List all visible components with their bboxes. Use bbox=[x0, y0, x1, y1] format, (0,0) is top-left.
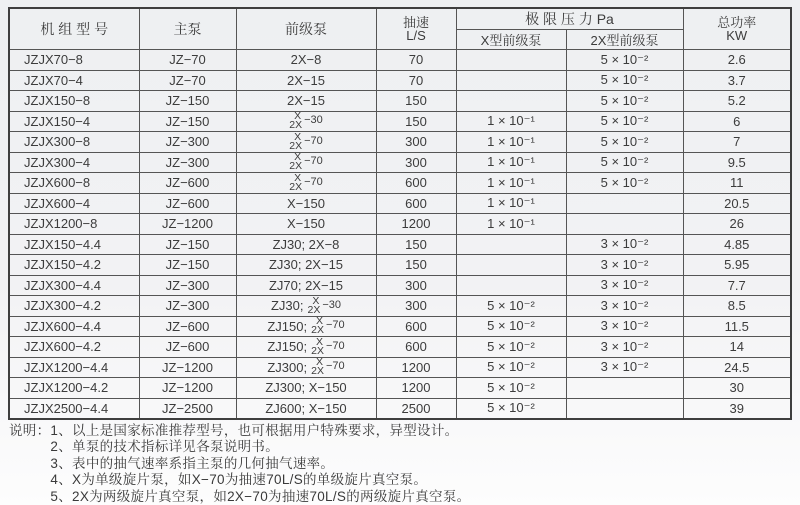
fore-pump-suffix: −30 bbox=[322, 298, 342, 311]
cell-pressure-x: 1 × 10⁻¹ bbox=[456, 214, 566, 235]
fore-pump-suffix: −70 bbox=[325, 360, 345, 373]
cell-pressure-2x: 5 × 10⁻² bbox=[566, 111, 683, 132]
cell-pressure-x: 5 × 10⁻² bbox=[456, 378, 566, 399]
cell-power: 6 bbox=[683, 111, 791, 132]
cell-pressure-2x bbox=[566, 214, 683, 235]
cell-power: 24.5 bbox=[683, 357, 791, 378]
cell-fore-pump bbox=[236, 357, 376, 378]
fore-pump-stack-bottom: 2X bbox=[289, 160, 303, 173]
note-line: 4、X为单级旋片泵，如X−70为抽速70L/S的单级旋片真空泵。 bbox=[50, 472, 428, 488]
cell-speed: 300 bbox=[376, 152, 456, 173]
pump-spec-table bbox=[8, 7, 792, 420]
cell-fore-pump: ZJ70; 2X−15 bbox=[236, 275, 376, 296]
fore-pump-stack-bottom: 2X bbox=[311, 324, 324, 337]
fore-pump-stack-bottom: 2X bbox=[311, 344, 324, 357]
cell-speed: 300 bbox=[376, 296, 456, 317]
fore-pump-stack bbox=[311, 358, 324, 376]
cell-model: JZJX1200−4.2 bbox=[9, 378, 139, 399]
table-row bbox=[9, 234, 791, 255]
cell-pressure-x: 1 × 10⁻¹ bbox=[456, 173, 566, 194]
cell-pressure-2x: 5 × 10⁻² bbox=[566, 152, 683, 173]
cell-power: 11.5 bbox=[683, 316, 791, 337]
header-speed-line2: L/S bbox=[406, 28, 426, 43]
fore-pump-alternative bbox=[267, 358, 344, 376]
cell-main-pump: JZ−150 bbox=[139, 255, 236, 276]
cell-model: JZJX2500−4.4 bbox=[9, 398, 139, 419]
cell-pressure-2x bbox=[566, 378, 683, 399]
cell-model: JZJX600−4.2 bbox=[9, 337, 139, 358]
fore-pump-suffix: −70 bbox=[325, 339, 345, 352]
cell-fore-pump bbox=[236, 152, 376, 173]
cell-main-pump: JZ−600 bbox=[139, 173, 236, 194]
fore-pump-stack-top: X bbox=[316, 316, 324, 328]
table-row bbox=[9, 152, 791, 173]
fore-pump-stack-top: X bbox=[316, 336, 324, 348]
cell-main-pump: JZ−600 bbox=[139, 337, 236, 358]
fore-pump-alternative bbox=[289, 133, 323, 151]
fore-pump-alternative bbox=[289, 112, 323, 130]
header-row-1 bbox=[9, 8, 791, 30]
cell-pressure-x bbox=[456, 50, 566, 71]
cell-fore-pump bbox=[236, 173, 376, 194]
table-row bbox=[9, 132, 791, 153]
header-pressure-2x-type: 2X型前级泵 bbox=[566, 30, 683, 50]
cell-pressure-x bbox=[456, 255, 566, 276]
cell-speed: 150 bbox=[376, 234, 456, 255]
cell-model: JZJX300−4.4 bbox=[9, 275, 139, 296]
cell-pressure-2x: 3 × 10⁻² bbox=[566, 296, 683, 317]
header-speed-line1: 抽速 bbox=[402, 15, 429, 30]
fore-pump-stack-top: X bbox=[316, 357, 324, 369]
cell-fore-pump bbox=[236, 296, 376, 317]
cell-main-pump: JZ−600 bbox=[139, 193, 236, 214]
header-speed bbox=[376, 8, 456, 50]
cell-pressure-x bbox=[456, 70, 566, 91]
fore-pump-stack-bottom: 2X bbox=[311, 365, 324, 378]
fore-pump-stack-top: X bbox=[294, 111, 302, 123]
cell-model: JZJX300−8 bbox=[9, 132, 139, 153]
cell-power: 11 bbox=[683, 173, 791, 194]
cell-pressure-x: 5 × 10⁻² bbox=[456, 398, 566, 419]
cell-main-pump: JZ−1200 bbox=[139, 378, 236, 399]
cell-pressure-2x: 3 × 10⁻² bbox=[566, 275, 683, 296]
cell-power: 4.85 bbox=[683, 234, 791, 255]
cell-model: JZJX150−4.2 bbox=[9, 255, 139, 276]
fore-pump-suffix: −70 bbox=[304, 175, 323, 188]
table-row bbox=[9, 378, 791, 399]
cell-power: 14 bbox=[683, 337, 791, 358]
table-row bbox=[9, 214, 791, 235]
fore-pump-stack-top: X bbox=[294, 152, 302, 164]
cell-fore-pump: ZJ30; 2X−8 bbox=[236, 234, 376, 255]
cell-pressure-2x: 5 × 10⁻² bbox=[566, 132, 683, 153]
cell-pressure-x: 5 × 10⁻² bbox=[456, 337, 566, 358]
table-row bbox=[9, 173, 791, 194]
cell-model: JZJX1200−8 bbox=[9, 214, 139, 235]
cell-speed: 600 bbox=[376, 316, 456, 337]
cell-power: 20.5 bbox=[683, 193, 791, 214]
cell-model: JZJX70−8 bbox=[9, 50, 139, 71]
cell-pressure-2x: 5 × 10⁻² bbox=[566, 70, 683, 91]
cell-model: JZJX600−4.4 bbox=[9, 316, 139, 337]
cell-main-pump: JZ−1200 bbox=[139, 357, 236, 378]
fore-pump-stack bbox=[311, 317, 324, 335]
note-line: 1、以上是国家标准推荐型号，也可根据用户特殊要求，异型设计。 bbox=[50, 423, 459, 438]
cell-speed: 600 bbox=[376, 173, 456, 194]
cell-pressure-2x: 3 × 10⁻² bbox=[566, 357, 683, 378]
cell-power: 9.5 bbox=[683, 152, 791, 173]
cell-power: 30 bbox=[683, 378, 791, 399]
cell-pressure-2x: 5 × 10⁻² bbox=[566, 50, 683, 71]
cell-model: JZJX1200−4.4 bbox=[9, 357, 139, 378]
cell-speed: 150 bbox=[376, 255, 456, 276]
cell-model: JZJX70−4 bbox=[9, 70, 139, 91]
cell-speed: 150 bbox=[376, 91, 456, 112]
fore-pump-alternative bbox=[289, 174, 323, 192]
cell-fore-pump: 2X−15 bbox=[236, 91, 376, 112]
fore-pump-alternative bbox=[271, 297, 341, 315]
cell-fore-pump: 2X−15 bbox=[236, 70, 376, 91]
cell-main-pump: JZ−300 bbox=[139, 132, 236, 153]
header-pressure-x-type: X型前级泵 bbox=[456, 30, 566, 50]
fore-pump-stack bbox=[289, 153, 302, 171]
cell-fore-pump: ZJ30; 2X−15 bbox=[236, 255, 376, 276]
cell-fore-pump: X−150 bbox=[236, 214, 376, 235]
cell-main-pump: JZ−2500 bbox=[139, 398, 236, 419]
cell-pressure-x: 1 × 10⁻¹ bbox=[456, 111, 566, 132]
fore-pump-stack bbox=[308, 297, 321, 315]
cell-pressure-x bbox=[456, 234, 566, 255]
cell-fore-pump bbox=[236, 337, 376, 358]
cell-main-pump: JZ−70 bbox=[139, 50, 236, 71]
table-row bbox=[9, 316, 791, 337]
cell-model: JZJX150−4 bbox=[9, 111, 139, 132]
fore-pump-stack-bottom: 2X bbox=[307, 303, 321, 316]
cell-speed: 600 bbox=[376, 193, 456, 214]
cell-main-pump: JZ−1200 bbox=[139, 214, 236, 235]
cell-model: JZJX300−4 bbox=[9, 152, 139, 173]
cell-power: 39 bbox=[683, 398, 791, 419]
fore-pump-stack-bottom: 2X bbox=[289, 139, 303, 152]
cell-power: 3.7 bbox=[683, 70, 791, 91]
table-row bbox=[9, 111, 791, 132]
cell-pressure-2x: 3 × 10⁻² bbox=[566, 234, 683, 255]
cell-pressure-2x: 5 × 10⁻² bbox=[566, 173, 683, 194]
cell-pressure-2x: 3 × 10⁻² bbox=[566, 316, 683, 337]
cell-speed: 70 bbox=[376, 70, 456, 91]
cell-pressure-2x bbox=[566, 398, 683, 419]
cell-main-pump: JZ−300 bbox=[139, 275, 236, 296]
cell-main-pump: JZ−150 bbox=[139, 234, 236, 255]
fore-pump-stack bbox=[289, 112, 302, 130]
fore-pump-suffix: −70 bbox=[325, 319, 345, 332]
fore-pump-stack bbox=[289, 174, 302, 192]
cell-pressure-2x: 5 × 10⁻² bbox=[566, 91, 683, 112]
cell-fore-pump bbox=[236, 132, 376, 153]
cell-fore-pump: ZJ600; X−150 bbox=[236, 398, 376, 419]
cell-pressure-x: 1 × 10⁻¹ bbox=[456, 193, 566, 214]
cell-power: 7.7 bbox=[683, 275, 791, 296]
fore-pump-alternative bbox=[289, 153, 323, 171]
cell-pressure-x: 1 × 10⁻¹ bbox=[456, 132, 566, 153]
table-row bbox=[9, 398, 791, 419]
header-main-pump: 主泵 bbox=[139, 8, 236, 50]
cell-pressure-2x bbox=[566, 193, 683, 214]
table-row bbox=[9, 193, 791, 214]
cell-pressure-x: 1 × 10⁻¹ bbox=[456, 152, 566, 173]
cell-main-pump: JZ−300 bbox=[139, 296, 236, 317]
cell-speed: 70 bbox=[376, 50, 456, 71]
cell-power: 8.5 bbox=[683, 296, 791, 317]
cell-main-pump: JZ−300 bbox=[139, 152, 236, 173]
cell-model: JZJX150−4.4 bbox=[9, 234, 139, 255]
fore-pump-suffix: −30 bbox=[304, 114, 323, 127]
header-fore-pump: 前级泵 bbox=[236, 8, 376, 50]
notes-list bbox=[50, 423, 470, 505]
cell-speed: 300 bbox=[376, 132, 456, 153]
table-row bbox=[9, 357, 791, 378]
cell-speed: 150 bbox=[376, 111, 456, 132]
fore-pump-suffix: −70 bbox=[304, 155, 323, 168]
table-row bbox=[9, 275, 791, 296]
note-line: 5、2X为两级旋片真空泵，如2X−70为抽速70L/S的两级旋片真空泵。 bbox=[50, 488, 471, 504]
cell-pressure-x: 5 × 10⁻² bbox=[456, 316, 566, 337]
table-row bbox=[9, 91, 791, 112]
header-power-line1: 总功率 bbox=[717, 15, 757, 30]
table-row bbox=[9, 50, 791, 71]
fore-pump-stack bbox=[311, 338, 324, 356]
cell-power: 5.2 bbox=[683, 91, 791, 112]
fore-pump-prefix: ZJ30; bbox=[270, 298, 304, 314]
cell-fore-pump: 2X−8 bbox=[236, 50, 376, 71]
fore-pump-stack-top: X bbox=[294, 131, 302, 143]
fore-pump-alternative bbox=[267, 317, 344, 335]
note-line: 3、表中的抽气速率系指主泵的几何抽气速率。 bbox=[50, 455, 335, 471]
cell-main-pump: JZ−150 bbox=[139, 91, 236, 112]
cell-power: 2.6 bbox=[683, 50, 791, 71]
cell-speed: 1200 bbox=[376, 357, 456, 378]
cell-pressure-x: 5 × 10⁻² bbox=[456, 296, 566, 317]
cell-pressure-x: 5 × 10⁻² bbox=[456, 357, 566, 378]
cell-speed: 600 bbox=[376, 337, 456, 358]
cell-model: JZJX600−8 bbox=[9, 173, 139, 194]
fore-pump-stack-bottom: 2X bbox=[289, 180, 303, 193]
fore-pump-prefix: ZJ300; bbox=[267, 359, 308, 375]
fore-pump-suffix: −70 bbox=[304, 134, 323, 147]
fore-pump-alternative bbox=[267, 338, 344, 356]
notes-label: 说明： bbox=[9, 423, 51, 438]
table-row bbox=[9, 296, 791, 317]
cell-model: JZJX300−4.2 bbox=[9, 296, 139, 317]
fore-pump-stack bbox=[289, 133, 302, 151]
cell-power: 5.95 bbox=[683, 255, 791, 276]
fore-pump-prefix: ZJ150; bbox=[267, 318, 308, 334]
cell-fore-pump bbox=[236, 316, 376, 337]
cell-model: JZJX600−4 bbox=[9, 193, 139, 214]
header-pressure-group: 极 限 压 力 Pa bbox=[456, 8, 683, 30]
fore-pump-stack-top: X bbox=[312, 295, 320, 307]
cell-speed: 2500 bbox=[376, 398, 456, 419]
note-line: 2、单泵的技术指标详见各泵说明书。 bbox=[50, 439, 280, 455]
cell-fore-pump: X−150 bbox=[236, 193, 376, 214]
cell-fore-pump bbox=[236, 111, 376, 132]
header-model: 机 组 型 号 bbox=[9, 8, 139, 50]
cell-pressure-x bbox=[456, 275, 566, 296]
header-power-line2: KW bbox=[726, 28, 748, 43]
cell-pressure-2x: 3 × 10⁻² bbox=[566, 255, 683, 276]
cell-power: 7 bbox=[683, 132, 791, 153]
fore-pump-stack-top: X bbox=[294, 172, 302, 184]
cell-main-pump: JZ−600 bbox=[139, 316, 236, 337]
header-power bbox=[683, 8, 791, 50]
cell-pressure-2x: 3 × 10⁻² bbox=[566, 337, 683, 358]
cell-main-pump: JZ−70 bbox=[139, 70, 236, 91]
fore-pump-stack-bottom: 2X bbox=[289, 119, 303, 132]
table-row bbox=[9, 337, 791, 358]
notes-section bbox=[9, 423, 470, 505]
cell-pressure-x bbox=[456, 91, 566, 112]
table-row bbox=[9, 70, 791, 91]
fore-pump-prefix: ZJ150; bbox=[267, 339, 308, 355]
table-row bbox=[9, 255, 791, 276]
cell-model: JZJX150−8 bbox=[9, 91, 139, 112]
cell-speed: 1200 bbox=[376, 378, 456, 399]
cell-speed: 1200 bbox=[376, 214, 456, 235]
cell-main-pump: JZ−150 bbox=[139, 111, 236, 132]
cell-speed: 300 bbox=[376, 275, 456, 296]
cell-fore-pump: ZJ300; X−150 bbox=[236, 378, 376, 399]
cell-power: 26 bbox=[683, 214, 791, 235]
